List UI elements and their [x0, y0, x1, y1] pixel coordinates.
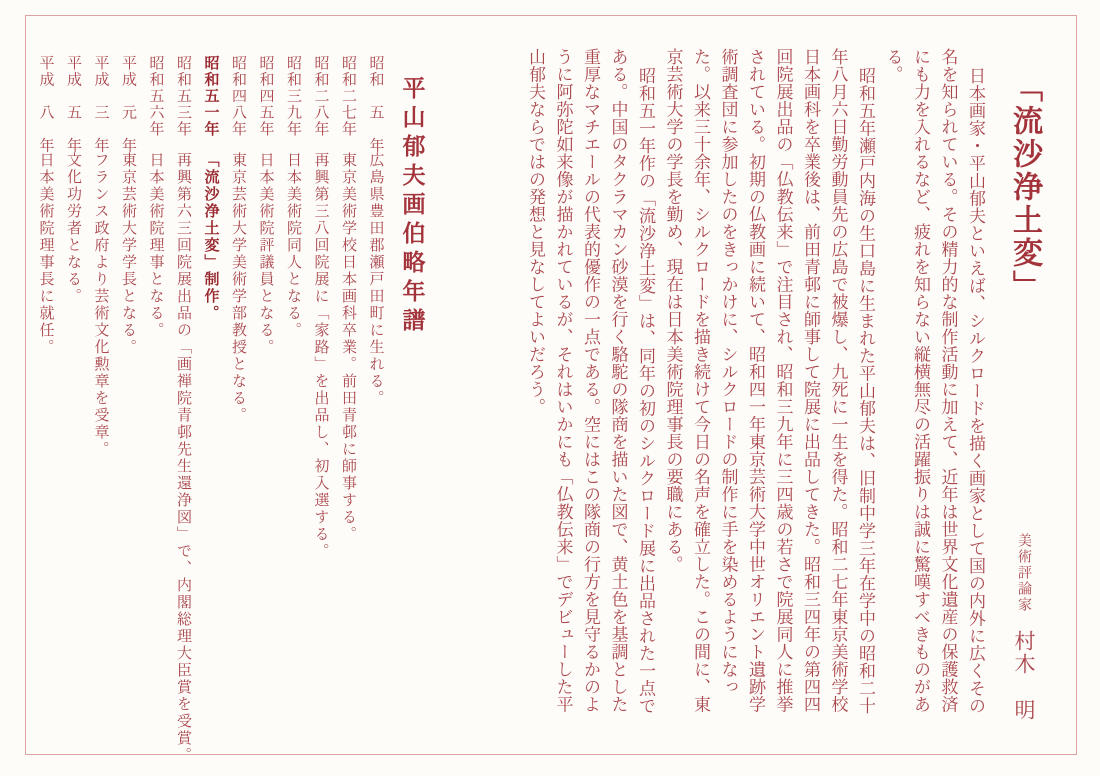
essay-paragraph: 昭和五一年作の「流沙浄土変」は、同年の初のシルクロード展に出品された一点である。中国のタクラマカン砂漠を行く駱駝の隊商を描いた図で、黄土色を基調とした重厚なマチエールの代表的優作の一点である。空にはこの隊商の行方を見守るかのように阿弥陀如来像が描かれているが、それはいかにも「仏教伝来」でデビューした平山郁夫ならではの発想と見なしてよいだろう。 [525, 48, 655, 715]
entry-year: 昭和二七年 [340, 55, 358, 138]
chronology-entry [87, 48, 115, 730]
chronology-heading: 平山郁夫画伯略年譜 [398, 76, 426, 337]
entry-year: 昭和二八年 [312, 55, 331, 138]
essay-paragraph: 昭和五年瀬戸内海の生口島に生まれた平山郁夫は、旧制中学三年在学中の昭和二十年八月六日勤労動員先の広島で被爆し、九死に一生を得た。昭和二七年東京美術学校日本画科を卒業後は、前田青邨に師事して院展に出品してきた。昭和三四年の第四四回院展出品の「仏教伝来」で注目され、昭和三九年に三四歳の若さで院展同人に推挙されている。初期の仏教画に続いて、昭和四一年東京芸術大学中世オリエント遺跡学術調査団に参加したのをきっかけに、シルクロードの制作に手を染めるようになった。以来三十余年、シルクロードを描き続けて今日の名声を確立した。この間に、東京芸術大学の学長を勤め、現在は日本美術院理事長の要職にある。 [662, 48, 875, 715]
entry-year: 昭和五三年 [175, 55, 193, 138]
entry-event: フランス政府より芸術文化勲章を受章。 [92, 152, 111, 458]
essay-paragraph: 日本画家・平山郁夫といえば、シルクロードを描く画家として国の内外に広くその名を知られている。その精力的な制作活動に加えて、近年は世界文化遺産の保護救済にも力を入れるなど、疲れを知らない縦横無尽の活躍振りは誠に驚嘆すべきものがある。 [882, 48, 985, 715]
entry-year: 昭和四八年 [230, 55, 248, 138]
chronology-entry [362, 48, 390, 730]
entry-year: 昭和五一年 [202, 55, 221, 138]
chronology-entry [170, 48, 198, 764]
chronology-entry [60, 48, 88, 730]
chronology-entry-highlighted [197, 48, 225, 730]
chronology-entry [225, 48, 253, 730]
entry-year: 平成 元 年 [120, 55, 138, 154]
entry-year: 昭和四五年 [257, 55, 276, 138]
entry-event: 日本美術院同人となる。 [285, 152, 303, 339]
chronology-entry [32, 48, 60, 730]
chronology-entry [335, 48, 363, 730]
artwork-title: 「流沙浄土変」 [1007, 72, 1042, 303]
chronology-entry [307, 48, 335, 730]
chronology-list [32, 48, 390, 764]
author-role: 美術評論家 [1016, 533, 1032, 614]
chronology-entry [252, 48, 280, 730]
entry-year: 平成 五 年 [65, 55, 83, 154]
entry-event: 再興第六三回院展出品の「画禅院青邨先生還浄図」で、内閣総理大臣賞を受賞。 [175, 152, 193, 764]
entry-year: 平成 八 年 [37, 55, 56, 154]
entry-event: 広島県豊田郡瀬戸田町に生れる。 [367, 152, 386, 407]
chronology-entry [115, 48, 143, 730]
entry-event: 日本美術院理事となる。 [147, 152, 166, 339]
entry-event: 再興第三八回院展に「家路」を出品し、初入選する。 [312, 152, 331, 560]
entry-event: 文化功労者となる。 [65, 152, 83, 305]
entry-year: 昭和三九年 [285, 55, 303, 138]
author-name: 村木 明 [1012, 630, 1036, 723]
vertical-text-content [32, 48, 1042, 764]
entry-event: 日本美術院理事長に就任。 [37, 152, 56, 356]
entry-event: 東京芸術大学学長となる。 [120, 152, 138, 356]
chronology-entry [280, 48, 308, 730]
entry-event: 東京芸術大学美術学部教授となる。 [230, 152, 248, 424]
entry-event: 東京美術学校日本画科卒業。前田青邨に師事する。 [340, 152, 358, 543]
chronology-entry [142, 48, 170, 730]
essay-body [521, 48, 989, 730]
entry-year: 昭和 五 年 [367, 55, 386, 154]
entry-event: 日本美術院評議員となる。 [257, 152, 276, 356]
entry-event: 「流沙浄土変」制作。 [202, 152, 221, 322]
entry-year: 平成 三 年 [92, 55, 111, 154]
entry-year: 昭和五六年 [147, 55, 166, 138]
title-column [1006, 48, 1042, 730]
